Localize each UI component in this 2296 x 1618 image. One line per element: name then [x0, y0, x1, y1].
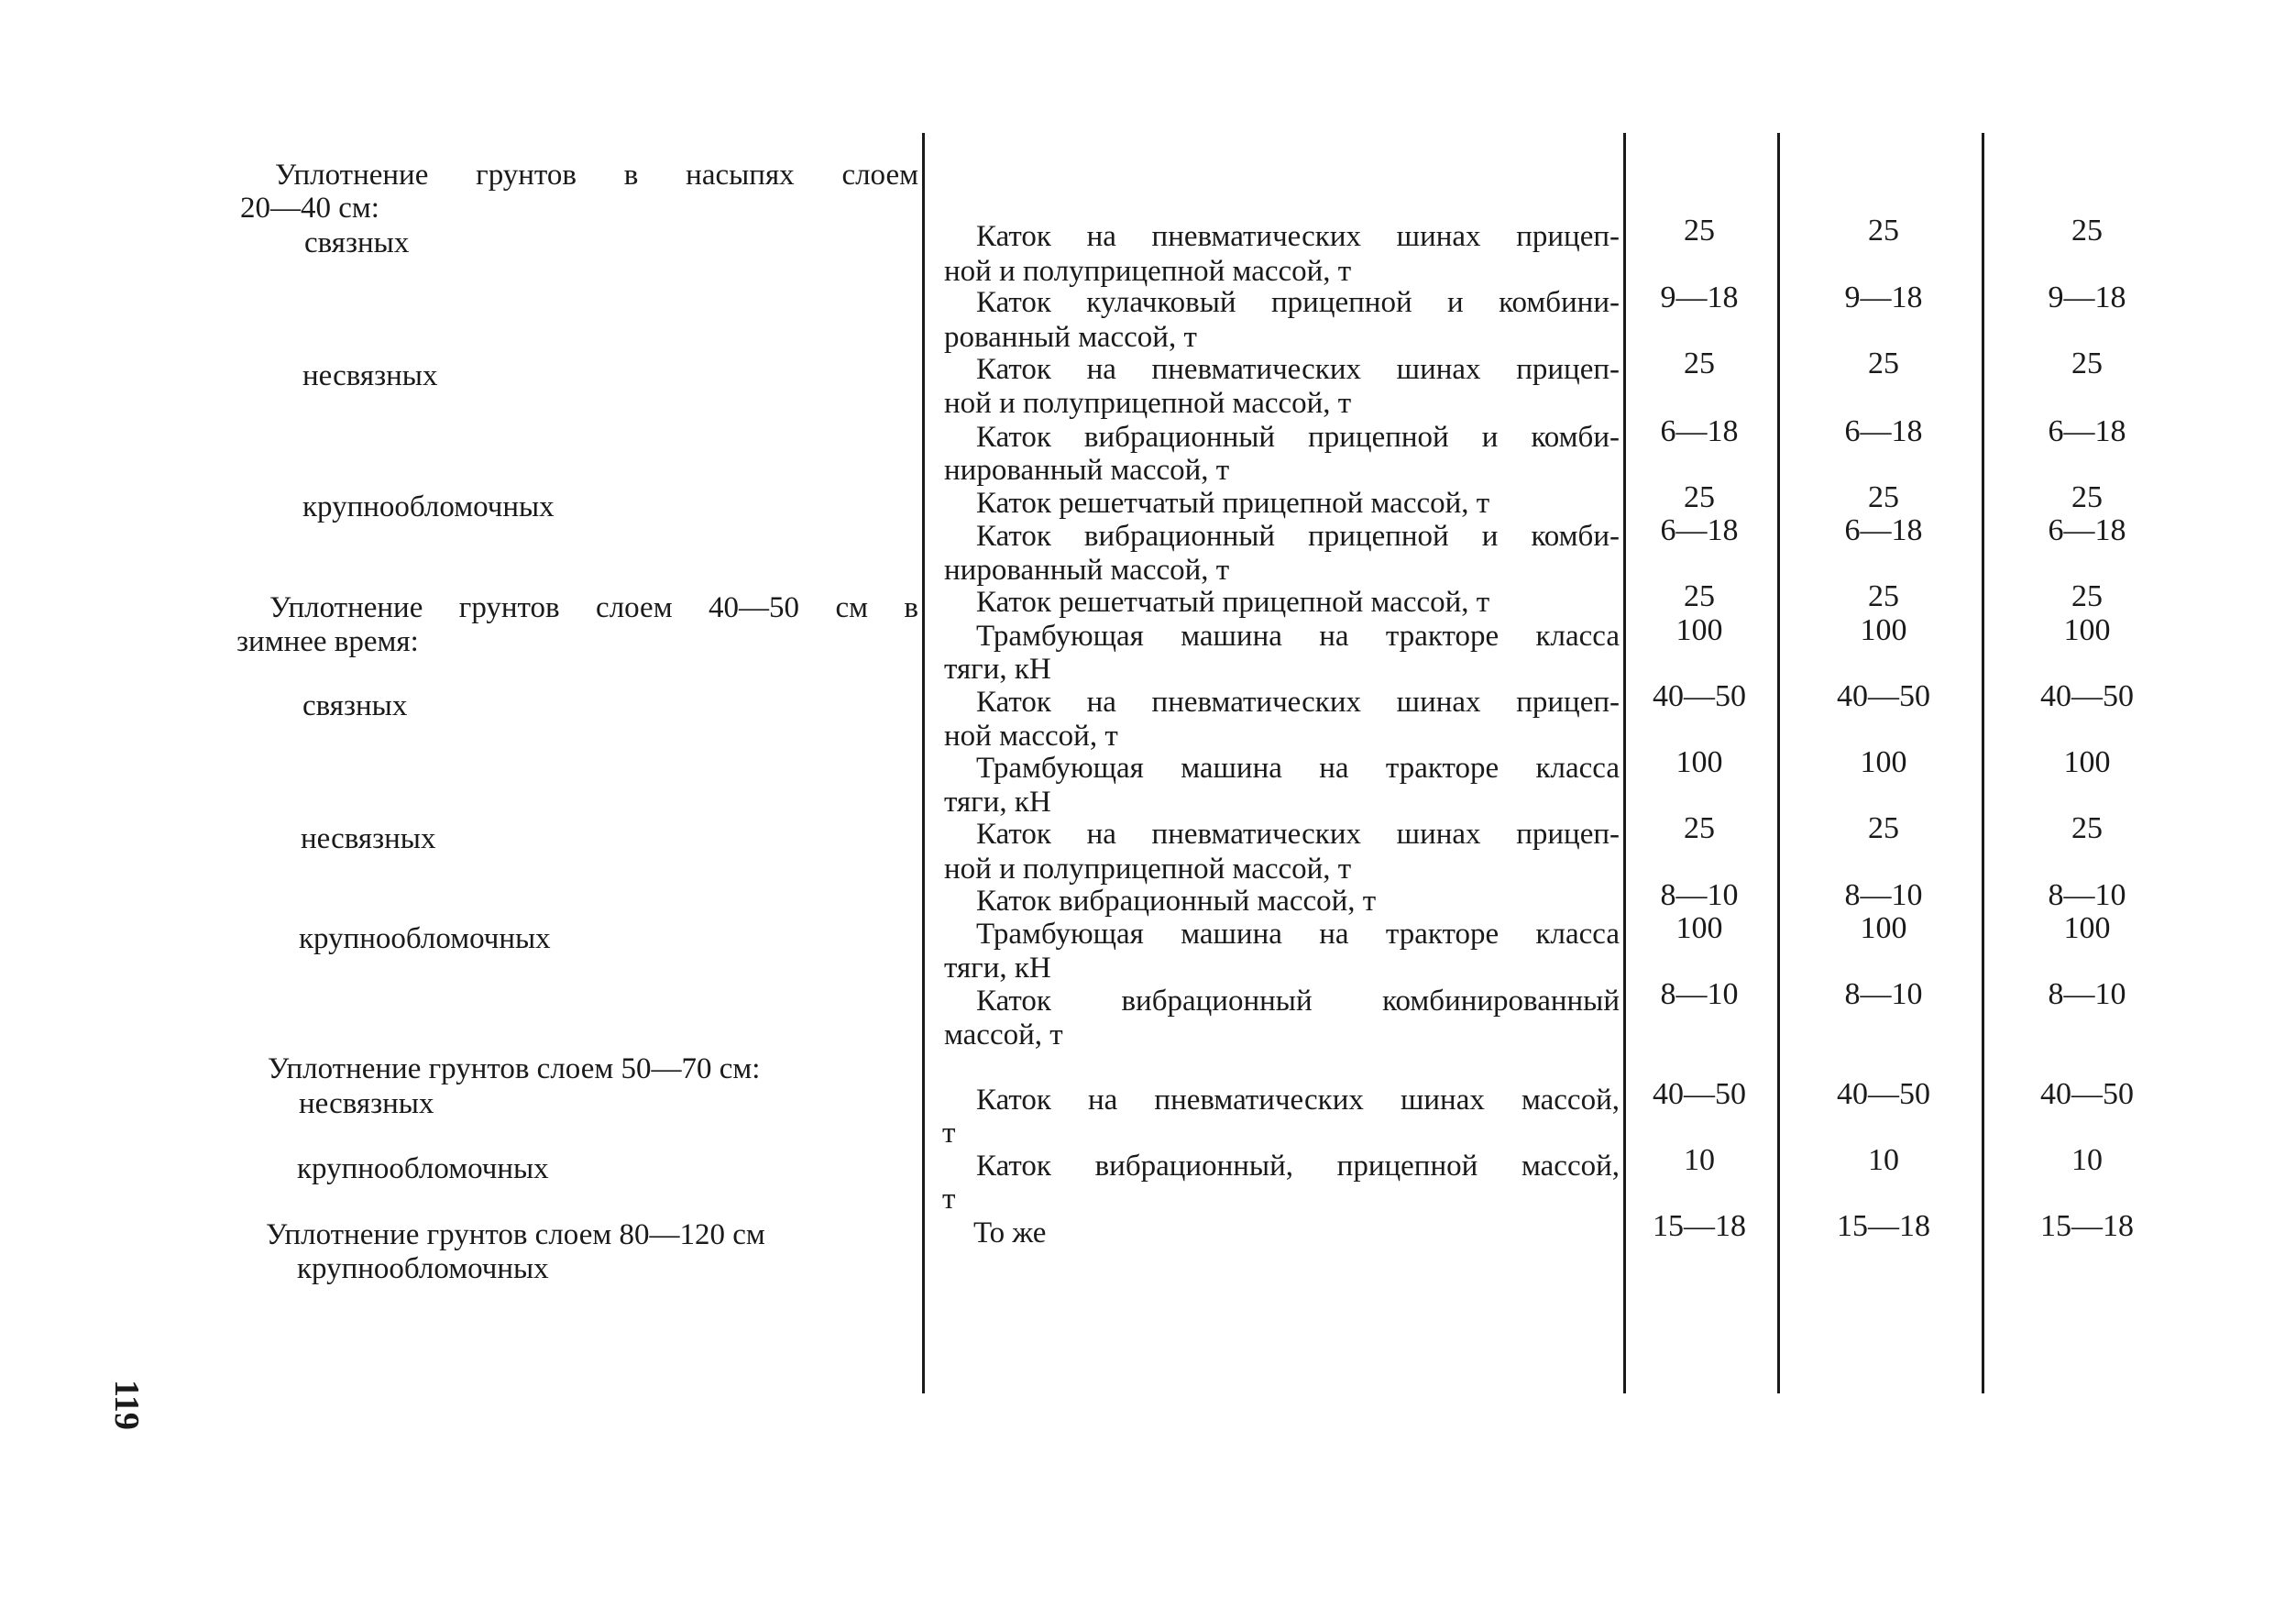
row-value-col2: 6—18: [1844, 414, 1923, 448]
row-value-col2: 10: [1868, 1143, 1899, 1177]
row-desc-line1: Трамбующая машина на тракторе класса: [976, 918, 1620, 951]
row-desc-line1: То же: [973, 1216, 1047, 1249]
row-desc-line1: Каток вибрационный массой, т: [976, 885, 1377, 918]
section-1-sub-noncoherent: несвязных: [302, 359, 438, 392]
page-number: 119: [107, 1380, 146, 1430]
row-value-col1: 25: [1684, 579, 1715, 613]
section-3-sub-coarse: крупнообломочных: [297, 1152, 549, 1185]
row-desc-line1: Каток на пневматических шинах прицеп-: [976, 818, 1620, 851]
row-desc-line2: массой, т: [944, 1018, 1063, 1051]
row-value-col3: 8—10: [2048, 878, 2126, 912]
row-desc-line2: нированный массой, т: [944, 454, 1230, 487]
row-value-col1: 6—18: [1660, 513, 1739, 547]
row-value-col1: 100: [1675, 911, 1723, 945]
section-1-sub-coherent: связных: [304, 226, 410, 259]
row-desc-line2: рованный массой, т: [944, 321, 1197, 354]
row-value-col3: 15—18: [2040, 1209, 2134, 1243]
row-value-col3: 100: [2063, 745, 2111, 779]
section-2-sub-noncoherent: несвязных: [301, 822, 436, 855]
row-value-col2: 15—18: [1837, 1209, 1930, 1243]
row-value-col3: 6—18: [2048, 414, 2126, 448]
row-value-col1: 8—10: [1660, 878, 1739, 912]
row-value-col1: 9—18: [1660, 281, 1739, 314]
row-value-col2: 100: [1860, 745, 1907, 779]
row-value-col3: 25: [2071, 811, 2103, 845]
row-value-col2: 40—50: [1837, 1077, 1930, 1111]
row-desc-line1: Каток вибрационный комбинированный: [976, 985, 1620, 1018]
row-desc-line2: тяги, кН: [944, 653, 1051, 686]
row-value-col1: 15—18: [1653, 1209, 1746, 1243]
row-value-col2: 8—10: [1844, 878, 1923, 912]
section-4-sub-coarse: крупнообломочных: [297, 1252, 549, 1285]
row-value-col3: 100: [2063, 613, 2111, 647]
row-value-col1: 40—50: [1653, 1077, 1746, 1111]
section-3-sub-noncoherent: несвязных: [299, 1087, 434, 1120]
row-value-col1: 100: [1675, 745, 1723, 779]
row-desc-line2: ной и полуприцепной массой, т: [944, 387, 1352, 420]
row-value-col3: 10: [2071, 1143, 2103, 1177]
row-value-col2: 25: [1868, 480, 1899, 514]
row-desc-line1: Каток на пневматических шинах прицеп-: [976, 353, 1620, 386]
row-desc-line1: Каток вибрационный прицепной и комби-: [976, 520, 1620, 553]
section-2-title-cont: зимнее время:: [236, 625, 419, 658]
row-value-col3: 25: [2071, 579, 2103, 613]
column-rule-4: [1982, 133, 1984, 1393]
row-value-col2: 6—18: [1844, 513, 1923, 547]
section-1-title: Уплотнение грунтов в насыпях слоем: [275, 159, 918, 192]
row-desc-line1: Каток кулачковый прицепной и комбини-: [976, 286, 1620, 319]
row-desc-line1: Трамбующая машина на тракторе класса: [976, 620, 1620, 653]
row-value-col1: 25: [1684, 347, 1715, 380]
section-2-sub-coarse: крупнообломочных: [299, 922, 551, 955]
section-1-title-cont: 20—40 см:: [240, 192, 379, 225]
row-desc-line2: тяги, кН: [944, 786, 1051, 819]
row-value-col3: 25: [2071, 214, 2103, 248]
row-desc-line2: ной и полуприцепной массой, т: [944, 853, 1352, 886]
column-rule-2: [1623, 133, 1626, 1393]
row-value-col3: 40—50: [2040, 679, 2134, 713]
row-desc-line2: т: [942, 1117, 956, 1150]
row-value-col3: 8—10: [2048, 977, 2126, 1011]
row-desc-line1: Каток на пневматических шинах прицеп-: [976, 220, 1620, 253]
row-value-col3: 9—18: [2048, 281, 2126, 314]
row-value-col1: 25: [1684, 480, 1715, 514]
column-rule-1: [922, 133, 925, 1393]
section-3-title: Уплотнение грунтов слоем 50—70 см:: [268, 1052, 761, 1085]
row-value-col2: 25: [1868, 579, 1899, 613]
section-1-sub-coarse: крупнообломочных: [302, 490, 555, 523]
row-value-col3: 100: [2063, 911, 2111, 945]
row-value-col2: 25: [1868, 214, 1899, 248]
section-4-title: Уплотнение грунтов слоем 80—120 см: [266, 1218, 765, 1251]
row-desc-line2: нированный массой, т: [944, 554, 1230, 587]
row-value-col1: 6—18: [1660, 414, 1739, 448]
row-value-col1: 25: [1684, 811, 1715, 845]
section-2-sub-coherent: связных: [302, 689, 408, 722]
row-value-col3: 40—50: [2040, 1077, 2134, 1111]
row-value-col2: 8—10: [1844, 977, 1923, 1011]
row-value-col2: 100: [1860, 613, 1907, 647]
row-value-col1: 100: [1675, 613, 1723, 647]
row-desc-line1: Каток вибрационный прицепной и комби-: [976, 421, 1620, 454]
row-value-col2: 9—18: [1844, 281, 1923, 314]
row-desc-line2: ной массой, т: [944, 720, 1118, 753]
row-value-col1: 40—50: [1653, 679, 1746, 713]
row-value-col1: 25: [1684, 214, 1715, 248]
row-desc-line2: ной и полуприцепной массой, т: [944, 255, 1352, 288]
row-value-col3: 25: [2071, 480, 2103, 514]
row-desc-line1: Каток решетчатый прицепной массой, т: [976, 586, 1490, 619]
row-value-col3: 25: [2071, 347, 2103, 380]
row-value-col2: 25: [1868, 811, 1899, 845]
row-desc-line1: Трамбующая машина на тракторе класса: [976, 752, 1620, 785]
row-value-col1: 10: [1684, 1143, 1715, 1177]
row-desc-line2: т: [942, 1183, 956, 1216]
row-desc-line1: Каток решетчатый прицепной массой, т: [976, 487, 1490, 520]
column-rule-3: [1777, 133, 1780, 1393]
row-value-col2: 25: [1868, 347, 1899, 380]
row-value-col2: 40—50: [1837, 679, 1930, 713]
section-2-title: Уплотнение грунтов слоем 40—50 см в: [269, 591, 918, 624]
row-desc-line2: тяги, кН: [944, 952, 1051, 985]
row-value-col3: 6—18: [2048, 513, 2126, 547]
row-desc-line1: Каток на пневматических шинах массой,: [976, 1084, 1620, 1117]
row-desc-line1: Каток на пневматических шинах прицеп-: [976, 686, 1620, 719]
row-value-col2: 100: [1860, 911, 1907, 945]
row-value-col1: 8—10: [1660, 977, 1739, 1011]
row-desc-line1: Каток вибрационный, прицепной массой,: [976, 1150, 1620, 1183]
